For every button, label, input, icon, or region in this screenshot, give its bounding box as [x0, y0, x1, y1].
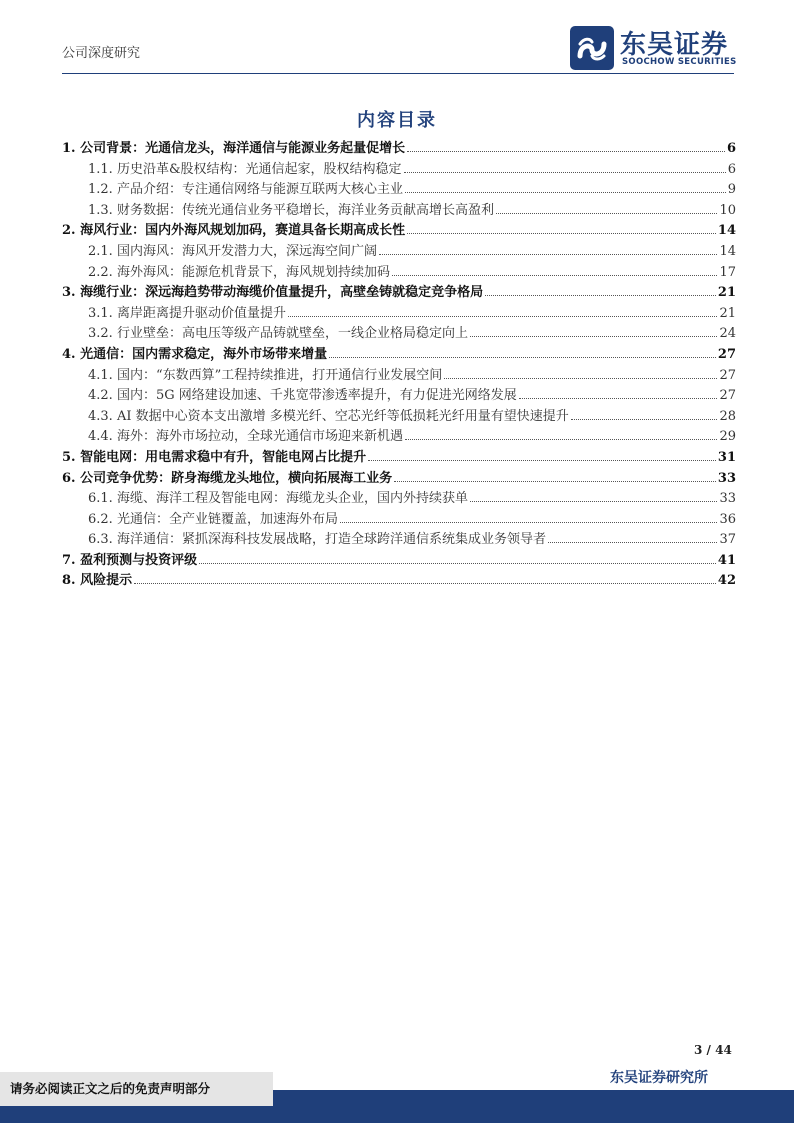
toc-entry-page: 9 [727, 182, 736, 198]
toc-entry-title: 1. 公司背景：光通信龙头，海洋通信与能源业务起量促增长 [62, 141, 406, 156]
toc-entry-title: 1.3. 财务数据：传统光通信业务平稳增长，海洋业务贡献高增长高盈利 [88, 202, 494, 218]
toc-entry-page: 6 [726, 141, 736, 156]
toc-dot-leader [379, 254, 718, 255]
toc-dot-leader [199, 563, 716, 564]
toc-entry-title: 2.2. 海外海风：能源危机背景下，海风规划持续加码 [88, 264, 390, 280]
header-divider [62, 73, 734, 74]
toc-entry-page: 24 [719, 326, 736, 342]
toc-dot-leader [404, 172, 726, 173]
toc-entry-page: 33 [719, 491, 736, 507]
toc-dot-leader [340, 522, 718, 523]
toc-entry-title: 7. 盈利预测与投资评级 [62, 552, 198, 568]
logo-chinese-name: 东吴证券 [620, 30, 729, 60]
toc-entry-title: 5. 智能电网：用电需求稳中有升，智能电网占比提升 [62, 449, 367, 465]
toc-subsection-entry[interactable] [62, 324, 736, 345]
toc-entry-title: 1.1. 历史沿革&股权结构：光通信起家，股权结构稳定 [88, 161, 402, 177]
toc-dot-leader [134, 583, 716, 584]
toc-dot-leader [329, 357, 716, 358]
toc-section-entry[interactable] [62, 139, 736, 160]
toc-entry-page: 31 [717, 449, 736, 465]
toc-entry-title: 4. 光通信：国内需求稳定，海外市场带来增量 [62, 346, 328, 362]
toc-dot-leader [548, 542, 718, 543]
toc-entry-page: 41 [717, 552, 736, 568]
toc-dot-leader [394, 481, 716, 482]
toc-entry-title: 3. 海缆行业：深远海趋势带动海缆价值量提升，高壁垒铸就稳定竞争格局 [62, 285, 484, 301]
toc-section-entry[interactable] [62, 283, 736, 304]
toc-entry-title: 4.2. 国内：5G 网络建设加速、千兆宽带渗透率提升，有力促进光网络发展 [88, 388, 517, 404]
toc-subsection-entry[interactable] [62, 263, 736, 284]
toc-entry-title: 2.1. 国内海风：海风开发潜力大，深远海空间广阔 [88, 243, 377, 259]
soochow-logo-icon [570, 26, 614, 70]
toc-entry-page: 10 [719, 202, 736, 218]
toc-entry-title: 2. 海风行业：国内外海风规划加码，赛道具备长期高成长性 [62, 223, 406, 239]
toc-entry-title: 4.3. AI 数据中心资本支出激增 多模光纤、空芯光纤等低损耗光纤用量有望快速提升 [88, 408, 569, 424]
toc-entry-page: 42 [717, 573, 736, 589]
toc-entry-title: 8. 风险提示 [62, 573, 133, 589]
toc-subsection-entry[interactable] [62, 386, 736, 407]
toc-subsection-entry[interactable] [62, 530, 736, 551]
table-of-contents [62, 139, 736, 592]
toc-entry-page: 14 [719, 243, 736, 259]
toc-title: 内容目录 [357, 110, 437, 131]
toc-entry-page: 27 [717, 346, 736, 362]
toc-entry-title: 3.2. 行业壁垒：高电压等级产品铸就壁垒，一线企业格局稳定向上 [88, 326, 468, 342]
toc-dot-leader [444, 378, 717, 379]
toc-subsection-entry[interactable] [62, 160, 736, 181]
toc-entry-title: 4.1. 国内：“东数西算”工程持续推进，打开通信行业发展空间 [88, 367, 443, 383]
toc-entry-title: 6.1. 海缆、海洋工程及智能电网：海缆龙头企业，国内外持续获单 [88, 491, 468, 507]
toc-subsection-entry[interactable] [62, 180, 736, 201]
disclaimer-notice: 请务必阅读正文之后的免责声明部分 [0, 1072, 273, 1106]
toc-dot-leader [392, 275, 718, 276]
toc-entry-title: 3.1. 离岸距离提升驱动价值量提升 [88, 305, 286, 321]
logo-english-name: SOOCHOW SECURITIES [622, 57, 737, 67]
toc-entry-page: 28 [719, 408, 736, 424]
toc-entry-page: 33 [717, 470, 736, 486]
toc-dot-leader [407, 233, 716, 234]
company-logo [570, 26, 740, 72]
toc-dot-leader [519, 398, 718, 399]
toc-entry-page: 29 [719, 429, 736, 445]
toc-section-entry[interactable] [62, 448, 736, 469]
page-number: 3 / 44 [694, 1043, 732, 1057]
toc-section-entry[interactable] [62, 551, 736, 572]
toc-entry-title: 1.2. 产品介绍：专注通信网络与能源互联两大核心主业 [88, 182, 403, 198]
toc-dot-leader [407, 151, 725, 152]
toc-dot-leader [496, 213, 718, 214]
toc-subsection-entry[interactable] [62, 201, 736, 222]
toc-entry-title: 6.2. 光通信：全产业链覆盖，加速海外布局 [88, 511, 338, 527]
toc-dot-leader [470, 336, 718, 337]
toc-subsection-entry[interactable] [62, 489, 736, 510]
report-type-label: 公司深度研究 [62, 46, 141, 61]
toc-entry-page: 14 [717, 223, 736, 239]
toc-dot-leader [368, 460, 716, 461]
toc-entry-page: 6 [727, 161, 736, 177]
toc-entry-page: 36 [719, 511, 736, 527]
toc-entry-page: 37 [719, 532, 736, 548]
toc-section-entry[interactable] [62, 345, 736, 366]
toc-entry-page: 27 [719, 388, 736, 404]
toc-subsection-entry[interactable] [62, 366, 736, 387]
toc-section-entry[interactable] [62, 221, 736, 242]
toc-entry-page: 27 [719, 367, 736, 383]
toc-entry-title: 6. 公司竞争优势：跻身海缆龙头地位，横向拓展海工业务 [62, 470, 393, 486]
toc-dot-leader [288, 316, 718, 317]
toc-subsection-entry[interactable] [62, 427, 736, 448]
toc-dot-leader [405, 192, 726, 193]
toc-entry-title: 4.4. 海外：海外市场拉动，全球光通信市场迎来新机遇 [88, 429, 403, 445]
footer-institute: 东吴证券研究所 [610, 1070, 708, 1086]
toc-subsection-entry[interactable] [62, 510, 736, 531]
toc-entry-page: 21 [719, 305, 736, 321]
toc-subsection-entry[interactable] [62, 304, 736, 325]
toc-entry-page: 17 [719, 264, 736, 280]
toc-subsection-entry[interactable] [62, 242, 736, 263]
toc-dot-leader [485, 295, 716, 296]
toc-section-entry[interactable] [62, 469, 736, 490]
toc-dot-leader [405, 439, 718, 440]
toc-section-entry[interactable] [62, 571, 736, 592]
toc-entry-page: 21 [717, 285, 736, 301]
toc-dot-leader [470, 501, 718, 502]
toc-dot-leader [571, 419, 718, 420]
toc-entry-title: 6.3. 海洋通信：紧抓深海科技发展战略，打造全球跨洋通信系统集成业务领导者 [88, 532, 546, 548]
toc-subsection-entry[interactable] [62, 407, 736, 428]
